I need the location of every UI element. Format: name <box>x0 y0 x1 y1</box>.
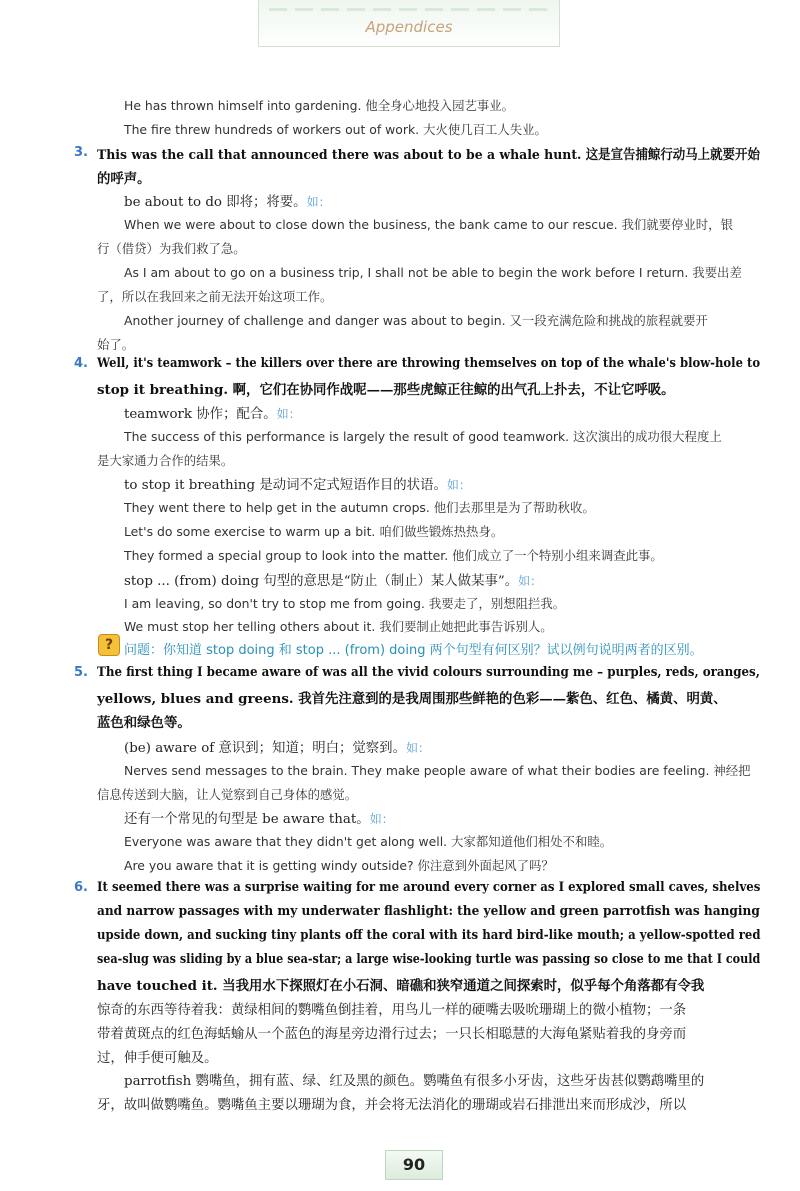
example-line: The success of this performance is largely the result of good teamwork. 这次演出的成功很大程度上 <box>124 429 722 444</box>
example-line: The fire threw hundreds of workers out of work. 大火使几百工人失业。 <box>124 122 547 137</box>
item-number: 3. <box>74 145 88 160</box>
question-icon: ? <box>98 634 120 656</box>
translation-line: 过，伸手便可触及。 <box>97 1051 218 1066</box>
item-heading: have touched it. 当我用水下探照灯在小石洞、暗礁和狭窄通道之间探索时，似乎每个角落都有令我 <box>97 978 705 994</box>
note-text: be about to do 即将；将要。 <box>124 195 307 210</box>
item-number: 6. <box>74 880 88 895</box>
example-line: As I am about to go on a business trip, I shall not be able to begin the work before I return. 我要出差 <box>124 265 742 280</box>
example-line: We must stop her telling others about it. 我们要制止她把此事告诉别人。 <box>124 619 553 634</box>
note-line <box>124 808 394 827</box>
example-marker: 如： <box>518 574 543 588</box>
example-line: 了，所以在我回来之前无法开始这项工作。 <box>97 289 333 304</box>
item-heading: The first thing I became aware of was all the vivid colours surrounding me – purples, reds, oranges, <box>97 664 760 680</box>
item-heading: and narrow passages with my underwater flashlight: the yellow and green parrotfish was hanging <box>97 903 760 919</box>
translation-line: 带着黄斑点的红色海蛞蝓从一个蓝色的海星旁边滑行过去；一只长相聪慧的大海龟紧贴着我的身旁而 <box>97 1027 687 1042</box>
example-marker: 如： <box>369 812 394 826</box>
item-number: 4. <box>74 356 88 371</box>
example-line: 始了。 <box>97 337 135 352</box>
note-line <box>124 570 542 589</box>
example-line: He has thrown himself into gardening. 他全身心地投入园艺事业。 <box>124 98 515 113</box>
example-line: 行（借贷）为我们救了急。 <box>97 241 246 256</box>
note-line <box>124 737 430 756</box>
example-marker: 如： <box>306 195 331 209</box>
example-line: 信息传送到大脑，让人觉察到自己身体的感觉。 <box>97 787 358 802</box>
note-line <box>124 191 331 210</box>
item-number: 5. <box>74 665 88 680</box>
example-marker: 如： <box>405 741 430 755</box>
example-line: They went there to help get in the autumn crops. 他们去那里是为了帮助秋收。 <box>124 500 595 515</box>
item-heading: 的呼声。 <box>97 172 151 187</box>
item-heading: sea-slug was sliding by a blue sea-star; a large wise-looking turtle was passing so close to me that I could <box>97 951 761 967</box>
example-line: They formed a special group to look into the matter. 他们成立了一个特别小组来调查此事。 <box>124 548 663 563</box>
note-text: teamwork 协作；配合。 <box>124 407 277 422</box>
item-heading: yellows, blues and greens. 我首先注意到的是我周围那些鲜艳的色彩——紫色、红色、橘黄、明黄、 <box>97 691 727 707</box>
example-line: Are you aware that it is getting windy outside? 你注意到外面起风了吗？ <box>124 858 554 873</box>
note-line <box>124 474 471 493</box>
page-header <box>258 0 560 47</box>
example-line: Everyone was aware that they didn't get along well. 大家都知道他们相处不和睦。 <box>124 834 613 849</box>
item-heading: It seemed there was a surprise waiting for me around every corner as I explored small caves, shelves <box>97 879 761 895</box>
item-heading: stop it breathing. 啊，它们在协同作战呢——那些虎鲸正往鲸的出气孔上扑去，不让它呼吸。 <box>97 382 675 398</box>
example-marker: 如： <box>446 478 471 492</box>
example-line: When we were about to close down the business, the bank came to our rescue. 我们就要停业时，银 <box>124 217 733 232</box>
example-marker: 如： <box>276 407 301 421</box>
note-text: stop ... (from) doing 句型的意思是“防止（制止）某人做某事”。 <box>124 574 519 589</box>
item-heading: Well, it's teamwork – the killers over there are throwing themselves on top of the whale's blow-hole to <box>97 355 761 371</box>
translation-line: 惊奇的东西等待着我：黄绿相间的鹦嘴鱼倒挂着，用鸟儿一样的硬嘴去吸吮珊瑚上的微小植物；一条 <box>97 1003 687 1018</box>
example-line: 是大家通力合作的结果。 <box>97 453 234 468</box>
note-text: (be) aware of 意识到；知道；明白；觉察到。 <box>124 741 406 756</box>
page-number: 90 <box>385 1150 443 1180</box>
example-line: I am leaving, so don't try to stop me from going. 我要走了，别想阻拦我。 <box>124 596 566 611</box>
note-text: to stop it breathing 是动词不定式短语作目的状语。 <box>124 478 447 493</box>
example-line: Another journey of challenge and danger was about to begin. 又一段充满危险和挑战的旅程就要开 <box>124 313 708 328</box>
question-line: 问题：你知道 stop doing 和 stop ... (from) doing 两个句型有何区别？试以例句说明两者的区别。 <box>124 643 703 658</box>
example-line: Let's do some exercise to warm up a bit. 咱们做些锻炼热热身。 <box>124 524 504 539</box>
note-text: 还有一个常见的句型是 be aware that。 <box>124 812 370 827</box>
header-title: Appendices <box>365 18 453 36</box>
item-heading: upside down, and sucking tiny plants off the coral with its hard bird-like mouth; a yellow-spotted red <box>97 927 761 943</box>
note-line <box>124 403 301 422</box>
header-decoration <box>269 8 549 11</box>
note-line: 牙，故叫做鹦嘴鱼。鹦嘴鱼主要以珊瑚为食，并会将无法消化的珊瑚或岩石排泄出来而形成沙，所以 <box>97 1098 687 1113</box>
item-heading: 蓝色和绿色等。 <box>97 716 191 731</box>
example-line: Nerves send messages to the brain. They make people aware of what their bodies are feeling. 神经把 <box>124 763 751 778</box>
item-heading: This was the call that announced there was about to be a whale hunt. 这是宣告捕鲸行动马上就要开始 <box>97 147 760 163</box>
note-line: parrotfish 鹦嘴鱼，拥有蓝、绿、红及黑的颜色。鹦嘴鱼有很多小牙齿，这些牙齿甚似鹦鹉嘴里的 <box>124 1074 705 1089</box>
